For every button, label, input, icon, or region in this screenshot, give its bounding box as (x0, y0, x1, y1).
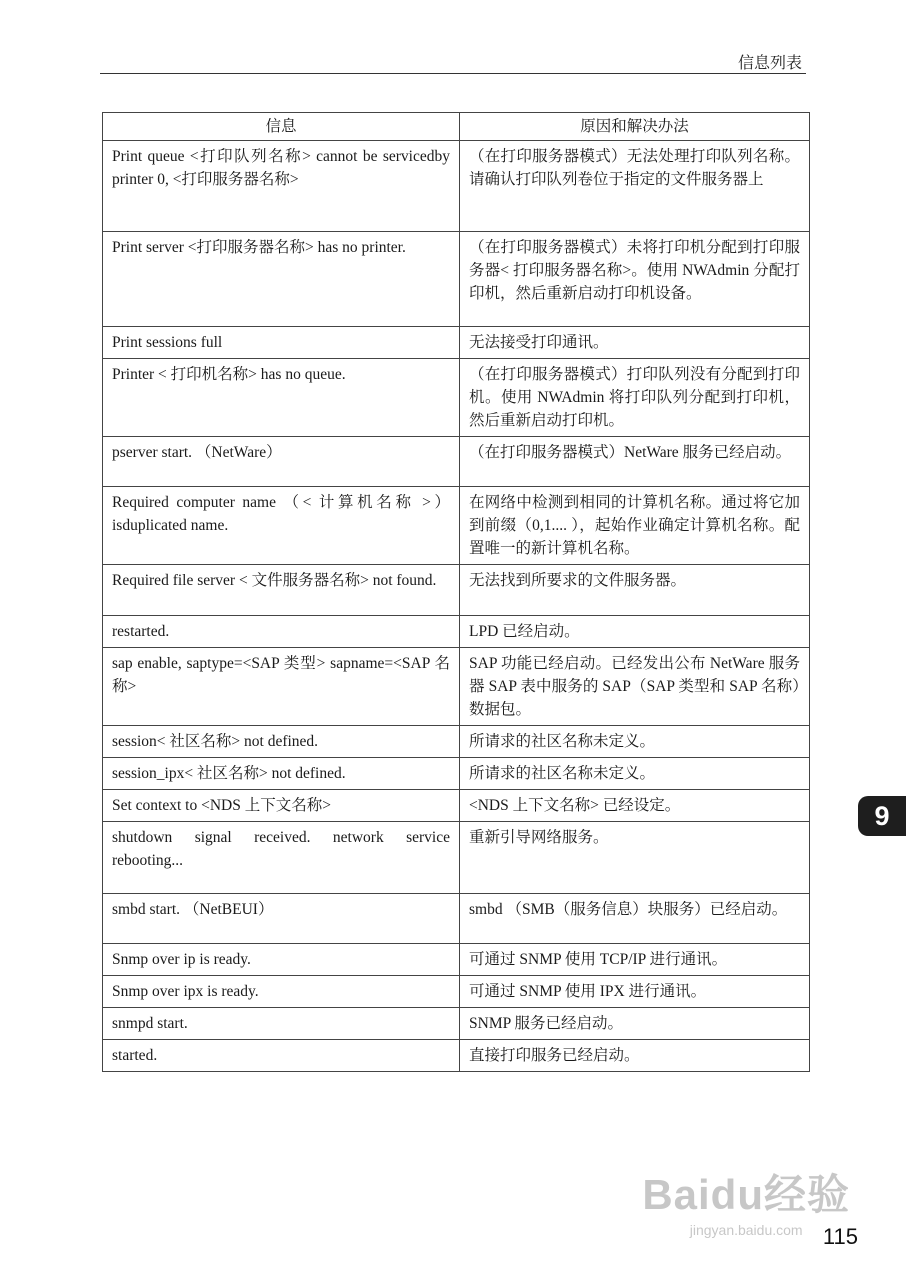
table-row (103, 790, 810, 822)
page-number: 115 (822, 1224, 858, 1249)
table-row (103, 894, 810, 944)
table-row (103, 141, 810, 232)
watermark (642, 1162, 850, 1238)
watermark-logo: Baidu经验 (642, 1171, 850, 1218)
solution-cell: （在打印服务器模式）无法处理打印队列名称。请确认打印队列卷位于指定的文件服务器上 (460, 141, 810, 232)
table-row (103, 944, 810, 976)
message-cell: Printer < 打印机名称> has no queue. (103, 359, 460, 437)
message-cell: Print queue <打印队列名称> cannot be servicedby printer 0, <打印服务器名称> (103, 141, 460, 232)
running-head: 信息列表 (737, 55, 802, 72)
solution-cell: 无法接受打印通讯。 (460, 327, 810, 359)
message-cell: Required computer name （< 计算机名称 >） isduplicated name. (103, 487, 460, 565)
header-cause-solution: 原因和解决办法 (460, 113, 810, 141)
table-row (103, 822, 810, 894)
table-header-row (103, 113, 810, 141)
solution-cell: 可通过 SNMP 使用 IPX 进行通讯。 (460, 976, 810, 1008)
solution-cell: （在打印服务器模式）未将打印机分配到打印服务器< 打印服务器名称>。使用 NWAdmin 分配打印机，然后重新启动打印机设备。 (460, 232, 810, 327)
watermark-url: jingyan.baidu.com (689, 1222, 803, 1238)
table-row (103, 1040, 810, 1072)
table-row (103, 327, 810, 359)
message-cell: sap enable, saptype=<SAP 类型> sapname=<SAP 名称> (103, 648, 460, 726)
message-cell: smbd start. （NetBEUI） (103, 894, 460, 944)
solution-cell: （在打印服务器模式）NetWare 服务已经启动。 (460, 437, 810, 487)
message-cell: session< 社区名称> not defined. (103, 726, 460, 758)
chapter-tab: 9 (858, 796, 906, 836)
solution-cell: SNMP 服务已经启动。 (460, 1008, 810, 1040)
message-cell: Snmp over ip is ready. (103, 944, 460, 976)
solution-cell: 所请求的社区名称未定义。 (460, 758, 810, 790)
table-row (103, 976, 810, 1008)
message-table (102, 112, 810, 1072)
solution-cell: 重新引导网络服务。 (460, 822, 810, 894)
message-cell: shutdown signal received. network service rebooting... (103, 822, 460, 894)
table-row (103, 359, 810, 437)
solution-cell: 可通过 SNMP 使用 TCP/IP 进行通讯。 (460, 944, 810, 976)
solution-cell: 直接打印服务已经启动。 (460, 1040, 810, 1072)
table-row (103, 1008, 810, 1040)
solution-cell: （在打印服务器模式）打印队列没有分配到打印机。使用 NWAdmin 将打印队列分配到打印机，然后重新启动打印机。 (460, 359, 810, 437)
solution-cell: 所请求的社区名称未定义。 (460, 726, 810, 758)
message-cell: pserver start. （NetWare） (103, 437, 460, 487)
header-divider (100, 73, 806, 74)
table-row (103, 232, 810, 327)
table-row (103, 726, 810, 758)
table-row (103, 565, 810, 616)
message-cell: session_ipx< 社区名称> not defined. (103, 758, 460, 790)
solution-cell: LPD 已经启动。 (460, 616, 810, 648)
message-cell: Required file server < 文件服务器名称> not found. (103, 565, 460, 616)
header-message: 信息 (103, 113, 460, 141)
table-row (103, 437, 810, 487)
solution-cell: 在网络中检测到相同的计算机名称。通过将它加到前缀（0,1.... ），起始作业确定计算机名称。配置唯一的新计算机名称。 (460, 487, 810, 565)
table-row (103, 487, 810, 565)
solution-cell: SAP 功能已经启动。已经发出公布 NetWare 服务器 SAP 表中服务的 SAP（SAP 类型和 SAP 名称）数据包。 (460, 648, 810, 726)
message-cell: Print sessions full (103, 327, 460, 359)
message-cell: Print server <打印服务器名称> has no printer. (103, 232, 460, 327)
solution-cell: smbd （SMB（服务信息）块服务）已经启动。 (460, 894, 810, 944)
message-cell: started. (103, 1040, 460, 1072)
table-row (103, 616, 810, 648)
message-cell: restarted. (103, 616, 460, 648)
solution-cell: 无法找到所要求的文件服务器。 (460, 565, 810, 616)
solution-cell: <NDS 上下文名称> 已经设定。 (460, 790, 810, 822)
message-cell: Snmp over ipx is ready. (103, 976, 460, 1008)
message-cell: Set context to <NDS 上下文名称> (103, 790, 460, 822)
message-cell: snmpd start. (103, 1008, 460, 1040)
table-row (103, 758, 810, 790)
table-row (103, 648, 810, 726)
